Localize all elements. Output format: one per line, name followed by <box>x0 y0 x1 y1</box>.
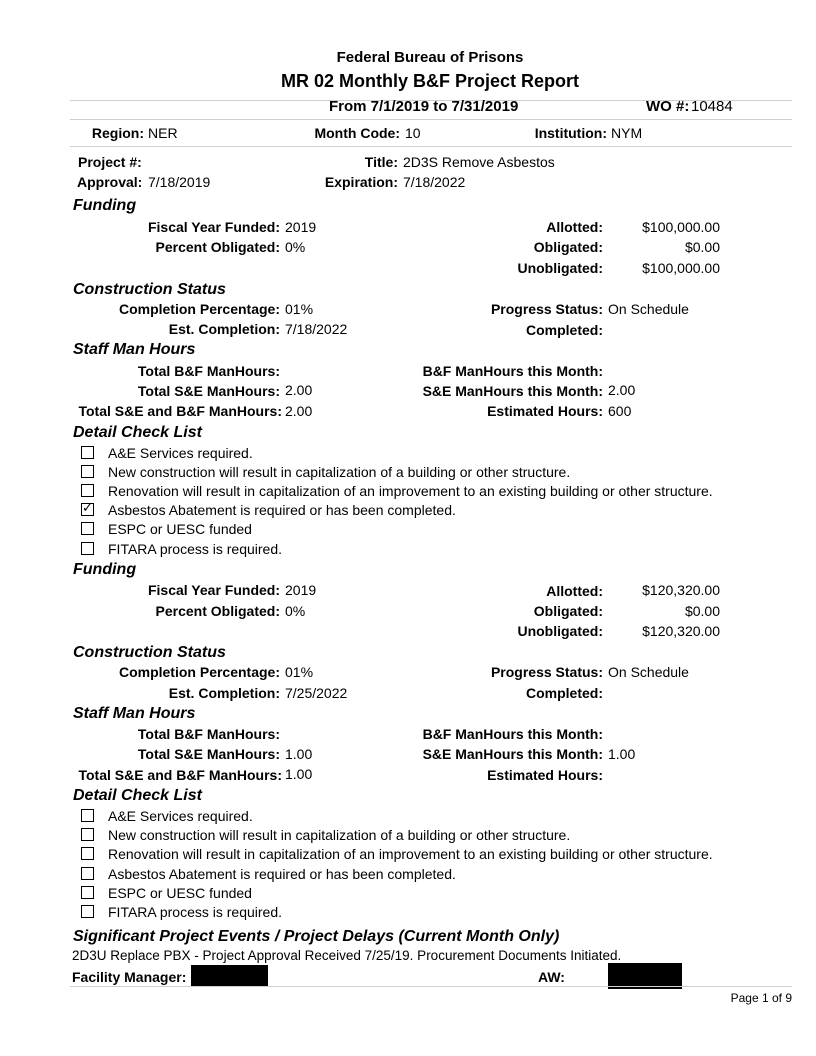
bf-month-hours-label: B&F ManHours this Month: <box>422 726 603 742</box>
checklist-item: New construction will result in capitalization of a building or other structure. <box>108 827 571 843</box>
percent-obligated-value: 0% <box>285 239 306 255</box>
total-bf-hours-label: Total B&F ManHours: <box>137 363 280 379</box>
checklist-checkbox[interactable] <box>81 867 94 880</box>
completion-percentage-label: Completion Percentage: <box>118 301 280 317</box>
estimated-hours-label: Estimated Hours: <box>487 767 603 783</box>
completion-percentage-value: 01% <box>285 664 314 680</box>
approval-value: 7/18/2019 <box>148 174 211 190</box>
progress-status-value: On Schedule <box>608 664 689 680</box>
project-title-label: Title: <box>364 154 398 170</box>
checklist-heading: Detail Check List <box>73 787 202 804</box>
checklist-item: A&E Services required. <box>108 445 253 461</box>
progress-status-label: Progress Status: <box>490 301 603 317</box>
fiscal-year-label: Fiscal Year Funded: <box>147 582 280 598</box>
total-combined-hours-label: Total S&E and B&F ManHours: <box>78 767 282 783</box>
est-completion-label: Est. Completion: <box>168 321 280 337</box>
checklist-checkbox[interactable] <box>81 828 94 841</box>
checklist-item: Asbestos Abatement is required or has been completed. <box>108 866 456 882</box>
obligated-value: $0.00 <box>684 239 720 255</box>
fiscal-year-label: Fiscal Year Funded: <box>147 219 280 235</box>
total-combined-hours-value: 1.00 <box>285 766 313 782</box>
facility-manager-label: Facility Manager: <box>72 969 187 985</box>
wo-value: 10484 <box>691 98 733 115</box>
completed-label: Completed: <box>526 322 603 338</box>
agency-name: Federal Bureau of Prisons <box>336 49 524 66</box>
total-combined-hours-label: Total S&E and B&F ManHours: <box>78 403 282 419</box>
redacted-facility-manager <box>191 965 268 986</box>
approval-label: Approval: <box>77 174 143 190</box>
se-month-hours-label: S&E ManHours this Month: <box>422 746 603 762</box>
unobligated-label: Unobligated: <box>517 260 603 276</box>
total-se-hours-value: 2.00 <box>285 382 313 398</box>
checklist-checkbox[interactable] <box>81 446 94 459</box>
construction-heading: Construction Status <box>73 281 226 298</box>
report-title: MR 02 Monthly B&F Project Report <box>280 71 580 91</box>
total-se-hours-value: 1.00 <box>285 746 313 762</box>
staff-hours-heading: Staff Man Hours <box>73 705 196 722</box>
completed-label: Completed: <box>526 685 603 701</box>
se-month-hours-label: S&E ManHours this Month: <box>422 383 603 399</box>
report-period: From 7/1/2019 to 7/31/2019 <box>329 98 519 115</box>
expiration-value: 7/18/2022 <box>403 174 466 190</box>
checklist-item: Asbestos Abatement is required or has been completed. <box>108 502 456 518</box>
total-se-hours-label: Total S&E ManHours: <box>137 746 280 762</box>
checklist-checkbox[interactable] <box>81 500 94 516</box>
allotted-value: $100,000.00 <box>642 219 720 235</box>
checklist-item: Renovation will result in capitalization of an improvement to an existing building or other structure. <box>108 483 713 499</box>
info-divider <box>70 146 792 147</box>
checklist-item: New construction will result in capitalization of a building or other structure. <box>108 464 571 480</box>
events-heading: Significant Project Events / Project Delays (Current Month Only) <box>73 928 560 945</box>
checklist-checkbox[interactable] <box>81 886 94 899</box>
footer-divider <box>70 986 792 987</box>
unobligated-value: $120,320.00 <box>642 623 720 639</box>
aw-label: AW: <box>538 969 565 985</box>
month-code-label: Month Code: <box>314 125 400 141</box>
allotted-label: Allotted: <box>546 583 603 599</box>
total-bf-hours-label: Total B&F ManHours: <box>137 726 280 742</box>
project-number-label: Project #: <box>78 154 142 170</box>
checklist-item: ESPC or UESC funded <box>108 521 252 537</box>
region-label: Region: <box>91 125 144 141</box>
institution-label: Institution: <box>534 125 607 141</box>
region-value: NER <box>148 125 178 141</box>
month-code-value: 10 <box>405 125 421 141</box>
est-completion-label: Est. Completion: <box>168 685 280 701</box>
checklist-item: FITARA process is required. <box>108 541 283 557</box>
fiscal-year-value: 2019 <box>285 219 317 235</box>
checklist-heading: Detail Check List <box>73 424 202 441</box>
institution-value: NYM <box>611 125 643 141</box>
checklist-checkbox[interactable] <box>81 905 94 918</box>
estimated-hours-value: 600 <box>608 403 632 419</box>
bf-month-hours-label: B&F ManHours this Month: <box>422 363 603 379</box>
checklist-checkbox[interactable] <box>81 542 94 555</box>
completion-percentage-label: Completion Percentage: <box>118 664 280 680</box>
page-number: Page 1 of 9 <box>730 991 792 1005</box>
se-month-hours-value: 2.00 <box>608 382 636 398</box>
construction-heading: Construction Status <box>73 644 226 661</box>
est-completion-value: 7/18/2022 <box>285 321 348 337</box>
expiration-label: Expiration: <box>324 174 398 190</box>
est-completion-value: 7/25/2022 <box>285 685 348 701</box>
project-title-value: 2D3S Remove Asbestos <box>403 154 555 170</box>
fiscal-year-value: 2019 <box>285 582 317 598</box>
percent-obligated-label: Percent Obligated: <box>155 603 280 619</box>
checklist-item: Renovation will result in capitalization of an improvement to an existing building or other structure. <box>108 846 713 862</box>
events-text: 2D3U Replace PBX - Project Approval Received 7/25/19. Procurement Documents Initiated. <box>72 948 622 963</box>
completion-percentage-value: 01% <box>285 301 314 317</box>
checklist-item: FITARA process is required. <box>108 904 283 920</box>
unobligated-label: Unobligated: <box>517 623 603 639</box>
checklist-checkbox[interactable] <box>81 522 94 535</box>
header-divider-2 <box>70 119 792 120</box>
checklist-checkbox[interactable] <box>81 809 94 822</box>
total-combined-hours-value: 2.00 <box>285 403 313 419</box>
obligated-label: Obligated: <box>533 239 603 255</box>
percent-obligated-label: Percent Obligated: <box>155 239 280 255</box>
total-se-hours-label: Total S&E ManHours: <box>137 383 280 399</box>
wo-label: WO #: <box>646 98 690 115</box>
unobligated-value: $100,000.00 <box>642 260 720 276</box>
funding-heading: Funding <box>73 197 137 214</box>
checklist-item: A&E Services required. <box>108 808 253 824</box>
staff-hours-heading: Staff Man Hours <box>73 341 196 358</box>
funding-heading: Funding <box>73 561 137 578</box>
se-month-hours-value: 1.00 <box>608 746 636 762</box>
obligated-value: $0.00 <box>684 603 720 619</box>
estimated-hours-label: Estimated Hours: <box>487 403 603 419</box>
progress-status-value: On Schedule <box>608 301 689 317</box>
allotted-value: $120,320.00 <box>642 582 720 598</box>
checklist-checkbox[interactable] <box>81 847 94 860</box>
checklist-checkbox[interactable] <box>81 484 94 497</box>
checklist-item: ESPC or UESC funded <box>108 885 252 901</box>
progress-status-label: Progress Status: <box>490 664 603 680</box>
check-mark-icon: ✓ <box>82 500 93 515</box>
obligated-label: Obligated: <box>533 603 603 619</box>
percent-obligated-value: 0% <box>285 603 306 619</box>
allotted-label: Allotted: <box>546 219 603 235</box>
checklist-checkbox[interactable] <box>81 465 94 478</box>
